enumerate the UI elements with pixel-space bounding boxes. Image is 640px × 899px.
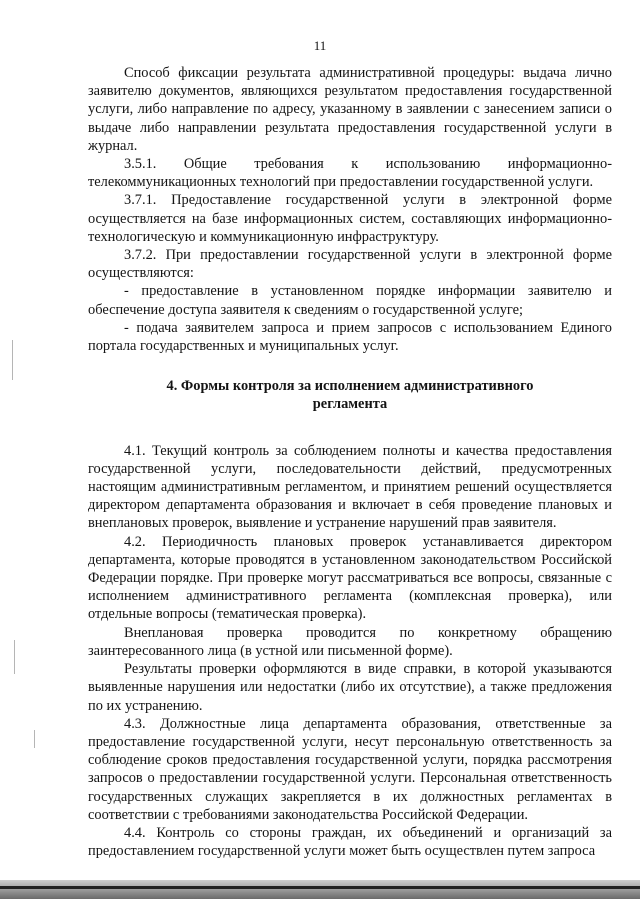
list-item-information: - предоставление в установленном порядке информации заявителю и обеспечение доступа заявителя к сведениям о государственной услуге; (88, 283, 612, 318)
paragraph-check-results: Результаты проверки оформляются в виде справки, в которой указываются выявленные нарушения или недостатки (либо их отсутствие), а также предложения по их устранению. (88, 661, 612, 714)
paragraph-4-4: 4.4. Контроль со стороны граждан, их объединений и организаций за предоставлением государственной услуги может быть осуществлен путем запроса (88, 824, 612, 860)
page-number: 11 (313, 38, 327, 53)
paragraph-4-2: 4.2. Периодичность плановых проверок устанавливается директором департамента, которые проводятся в установленном законодательством Российской Федерации порядке. При проверке могут рассматриваться все вопросы, связанные с исполнением административного регламента (комплексная проверка), или отдельные вопросы (тематическая проверка). (88, 533, 612, 623)
document-body (88, 64, 612, 860)
paragraph-result-fixation: Способ фиксации результата административной процедуры: выдача лично заявителю документов, являющихся результатом предоставления государственной услуги, либо направление по адресу, указанному в заявлении с занесением записи о выдаче либо направлении результата предоставления государственной услуги в журнал. (88, 65, 612, 154)
paragraph-3-7-2: 3.7.2. При предоставлении государственной услуги в электронной форме осуществляются: (88, 247, 612, 282)
list-item-request-submission: - подача заявителем запроса и прием запросов с использованием Единого портала государственных и муниципальных услуг. (88, 319, 612, 355)
scan-margin-mark (14, 640, 15, 674)
paragraph-4-3: 4.3. Должностные лица департамента образования, ответственные за предоставление государственной услуги, несут персональную ответственность за соблюдение сроков предоставления государственной услуги, порядка рассмотрения запросов о предоставлении государственной услуги. Персональная ответственность государственных служащих закрепляется в их должностных регламентах в соответствии с требованиями законодательства Российской Федерации. (88, 715, 612, 823)
paragraph-3-5-1: 3.5.1. Общие требования к использованию информационно-телекоммуникационных технологий при предоставлении государственной услуги. (88, 156, 612, 191)
paragraph-3-7-1: 3.7.1. Предоставление государственной услуги в электронной форме осуществляется на базе информационных систем, составляющих информационно-технологическую и коммуникационную инфраструктуру. (88, 192, 612, 245)
paragraph-4-1: 4.1. Текущий контроль за соблюдением полноты и качества предоставления государственной услуги, последовательности действий, предусмотренных настоящим административным регламентом, и принятием решений осуществляется директором департамента образования и включает в себя проведение плановых и внеплановых проверок, выявление и устранение нарушений прав заявителя. (88, 442, 612, 532)
section-heading: 4. Формы контроля за исполнением административного регламента (166, 378, 534, 413)
scan-margin-mark (34, 730, 35, 748)
scan-margin-mark (12, 340, 13, 380)
scan-edge-line (0, 886, 640, 889)
paragraph-unscheduled-check: Внеплановая проверка проводится по конкретному обращению заинтересованного лица (в устной или письменной форме). (88, 624, 612, 659)
scan-bottom-edge (0, 880, 640, 899)
